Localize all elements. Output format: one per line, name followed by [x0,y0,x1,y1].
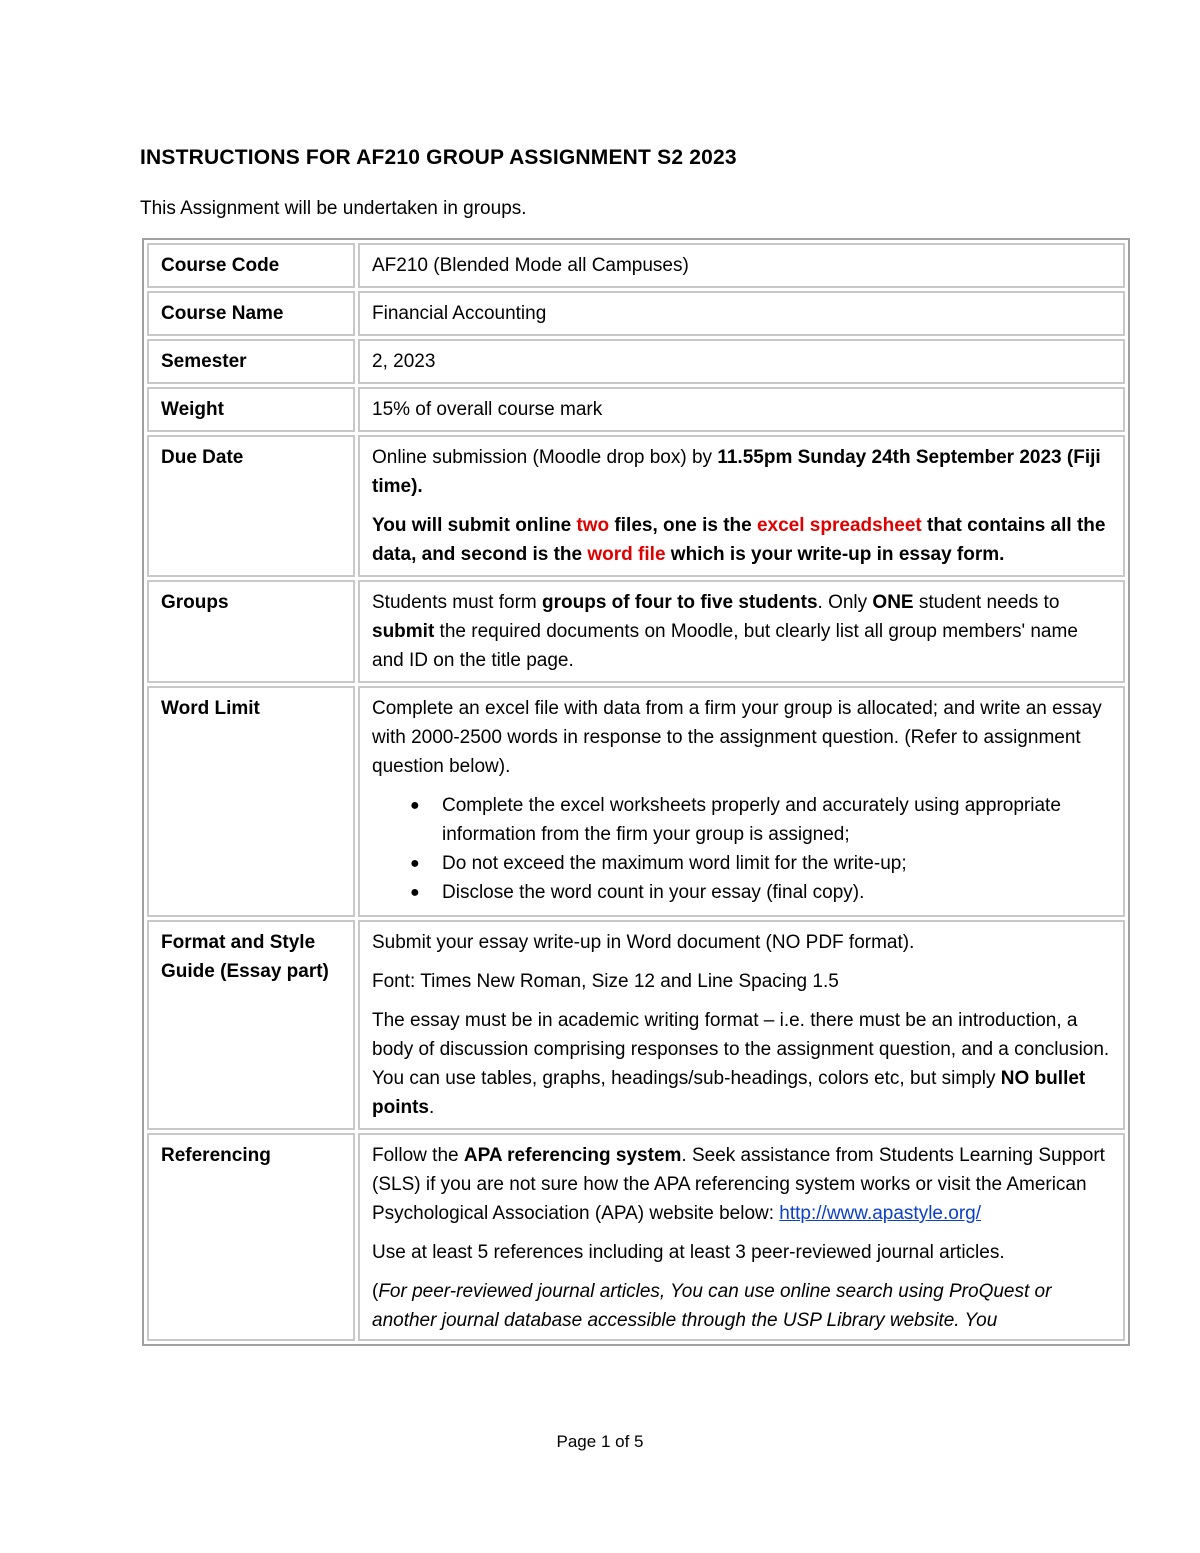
page-title: INSTRUCTIONS FOR AF210 GROUP ASSIGNMENT S2 2023 [140,146,737,169]
assignment-info-table [142,238,1130,1346]
table-row [147,291,1125,336]
row-label: Course Code [147,243,355,288]
table-row [147,1133,1125,1341]
row-label: Due Date [147,435,355,577]
referencing-value [358,1133,1125,1341]
format-value [358,920,1125,1130]
table-row [147,686,1125,917]
table-row [147,387,1125,432]
list-item: ● Complete the excel worksheets properly and accurately using appropriate information from the firm your group is assigned; [442,791,1111,849]
bullet-icon: ● [410,797,420,814]
row-label: Format and Style Guide (Essay part) [147,920,355,1130]
font-paragraph: Font: Times New Roman, Size 12 and Line Spacing 1.5 [372,971,839,992]
apa-website-link[interactable]: http://www.apastyle.org/ [779,1203,982,1224]
apa-paragraph: Follow the APA referencing system. Seek assistance from Students Learning Support (SLS) if you are not sure how the APA referencing system works or visit the American Psychological Association (APA) website below: http://www.apastyle.org/ [372,1145,1105,1224]
table-row [147,339,1125,384]
journal-note-paragraph: (For peer-reviewed journal articles, You can use online search using ProQuest or another journal database accessible through the USP Library website. You [372,1281,1052,1331]
course-code-value: AF210 (Blended Mode all Campuses) [358,243,1125,288]
course-name-value: Financial Accounting [358,291,1125,336]
word-limit-value [358,686,1125,917]
table-row [147,243,1125,288]
due-date-value [358,435,1125,577]
table-row [147,920,1125,1130]
table-row [147,435,1125,577]
journal-note-clip [372,1277,1111,1333]
page-number: Page 1 of 5 [556,1432,644,1451]
word-limit-list [372,791,1111,907]
essay-format-paragraph: The essay must be in academic writing format – i.e. there must be an introduction, a body of discussion comprising responses to the assignment question, and a conclusion. You can use tables, graphs, headings/sub-headings, colors etc, but simply NO bullet points. [372,1010,1110,1118]
intro-text: This Assignment will be undertaken in groups. [140,198,527,219]
row-label: Word Limit [147,686,355,917]
row-label: Referencing [147,1133,355,1341]
submission-files-paragraph: You will submit online two files, one is the excel spreadsheet that contains all the data, and second is the word file which is your write-up in essay form. [372,515,1106,565]
references-paragraph: Use at least 5 references including at least 3 peer-reviewed journal articles. [372,1242,1005,1263]
row-label: Weight [147,387,355,432]
table-row [147,580,1125,683]
weight-value: 15% of overall course mark [358,387,1125,432]
row-label: Course Name [147,291,355,336]
word-limit-intro: Complete an excel file with data from a firm your group is allocated; and write an essay with 2000-2500 words in response to the assignment question. (Refer to assignment question below). [372,698,1102,777]
bullet-icon: ● [410,855,420,872]
row-label: Semester [147,339,355,384]
bullet-icon: ● [410,884,420,901]
row-label: Groups [147,580,355,683]
format-paragraph: Submit your essay write-up in Word document (NO PDF format). [372,932,915,953]
groups-value: Students must form groups of four to five students. Only ONE student needs to submit the required documents on Moodle, but clearly list all group members' name and ID on the title page. [358,580,1125,683]
semester-value: 2, 2023 [358,339,1125,384]
list-item: ● Do not exceed the maximum word limit for the write-up; [442,849,1111,878]
due-date-paragraph: Online submission (Moodle drop box) by 11.55pm Sunday 24th September 2023 (Fiji time). [372,447,1101,497]
list-item: ● Disclose the word count in your essay (final copy). [442,878,1111,907]
